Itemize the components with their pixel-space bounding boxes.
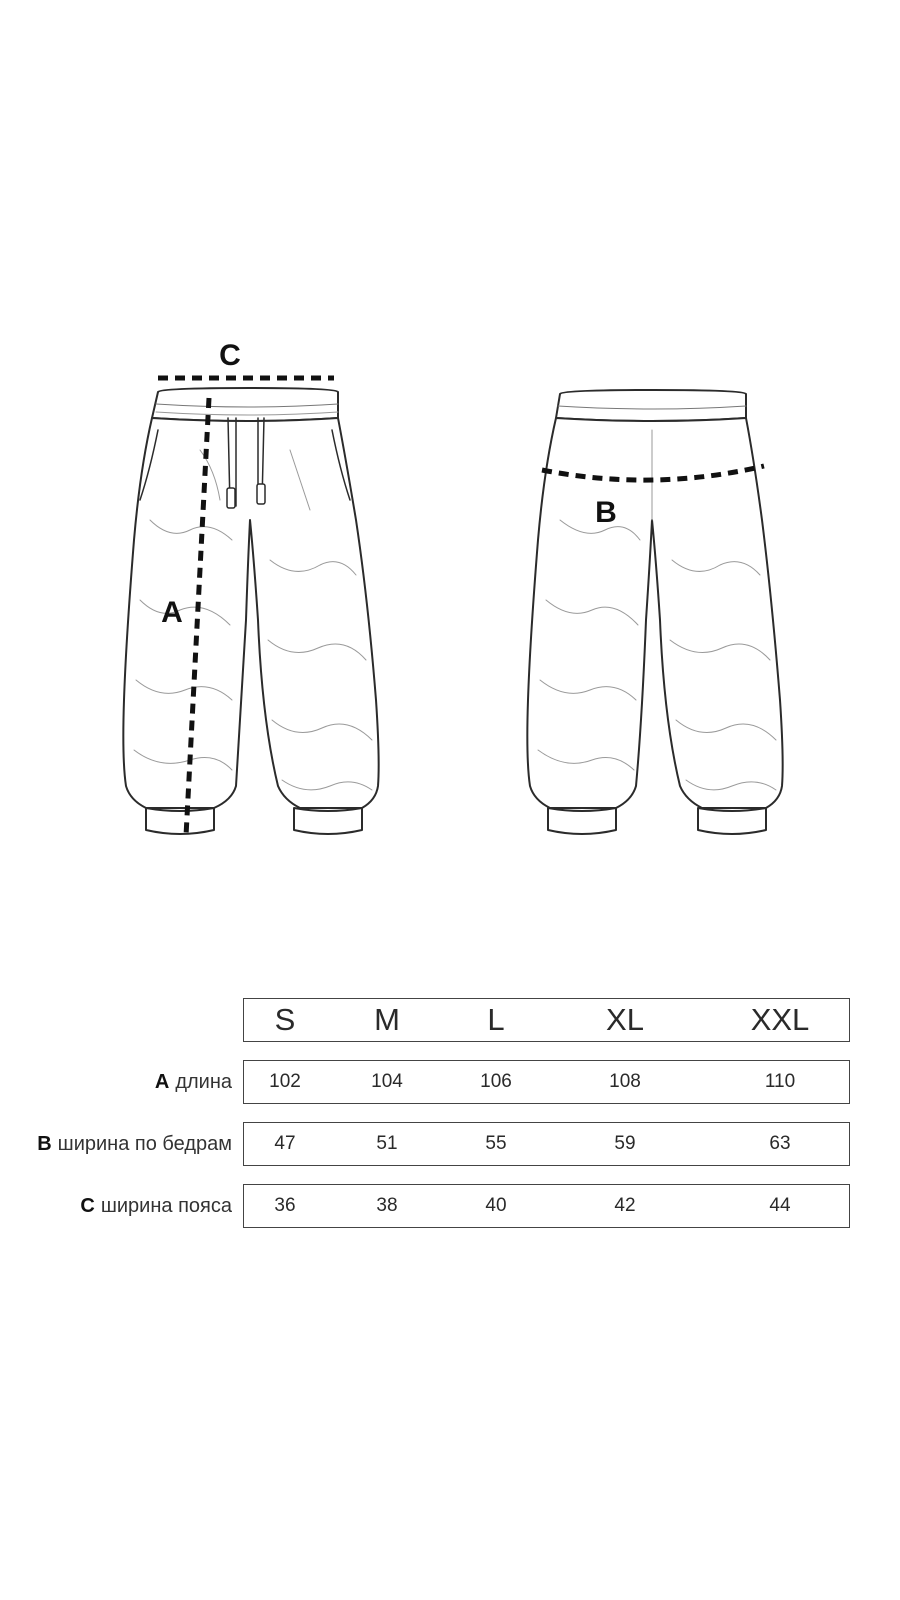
table-cell: 51: [376, 1133, 398, 1154]
row-label-a: [155, 1060, 232, 1104]
row-label-text: ширина пояса: [100, 1194, 232, 1217]
table-cell: 104: [371, 1071, 403, 1092]
size-header-cell: M: [374, 1002, 400, 1037]
table-cell: 108: [609, 1071, 641, 1092]
table-cell: 42: [614, 1195, 636, 1216]
size-header-cell: S: [274, 1002, 296, 1037]
row-letter: C: [80, 1194, 95, 1217]
measurement-label-c: C: [219, 339, 241, 372]
size-header-cell: XL: [606, 1002, 644, 1037]
table-cell: 40: [485, 1195, 507, 1216]
size-header-cell: XXL: [750, 1002, 810, 1037]
table-cell: 63: [769, 1133, 791, 1154]
measurement-label-a: A: [161, 596, 183, 629]
row-label-c: [80, 1184, 232, 1228]
table-row: [243, 1060, 850, 1104]
size-header-cell: L: [487, 1002, 505, 1037]
row-letter: A: [154, 1070, 170, 1093]
table-cell: 38: [376, 1195, 398, 1216]
table-cell: 36: [274, 1195, 296, 1216]
back-view-drawing: [527, 390, 782, 834]
table-cell: 106: [480, 1071, 512, 1092]
table-cell: 47: [274, 1133, 296, 1154]
table-cell: 59: [614, 1133, 636, 1154]
row-label-text: ширина по бедрам: [57, 1132, 232, 1155]
row-label-b: [37, 1122, 232, 1166]
table-row: [243, 1184, 850, 1228]
table-cell: 110: [764, 1071, 796, 1092]
measurement-label-b: B: [595, 496, 617, 529]
table-cell: 44: [769, 1195, 791, 1216]
table-cell: 55: [485, 1133, 507, 1154]
table-cell: 102: [269, 1071, 301, 1092]
row-letter: B: [37, 1132, 52, 1155]
size-header-row: [243, 998, 850, 1042]
row-label-text: длина: [175, 1070, 232, 1093]
table-row: [243, 1122, 850, 1166]
